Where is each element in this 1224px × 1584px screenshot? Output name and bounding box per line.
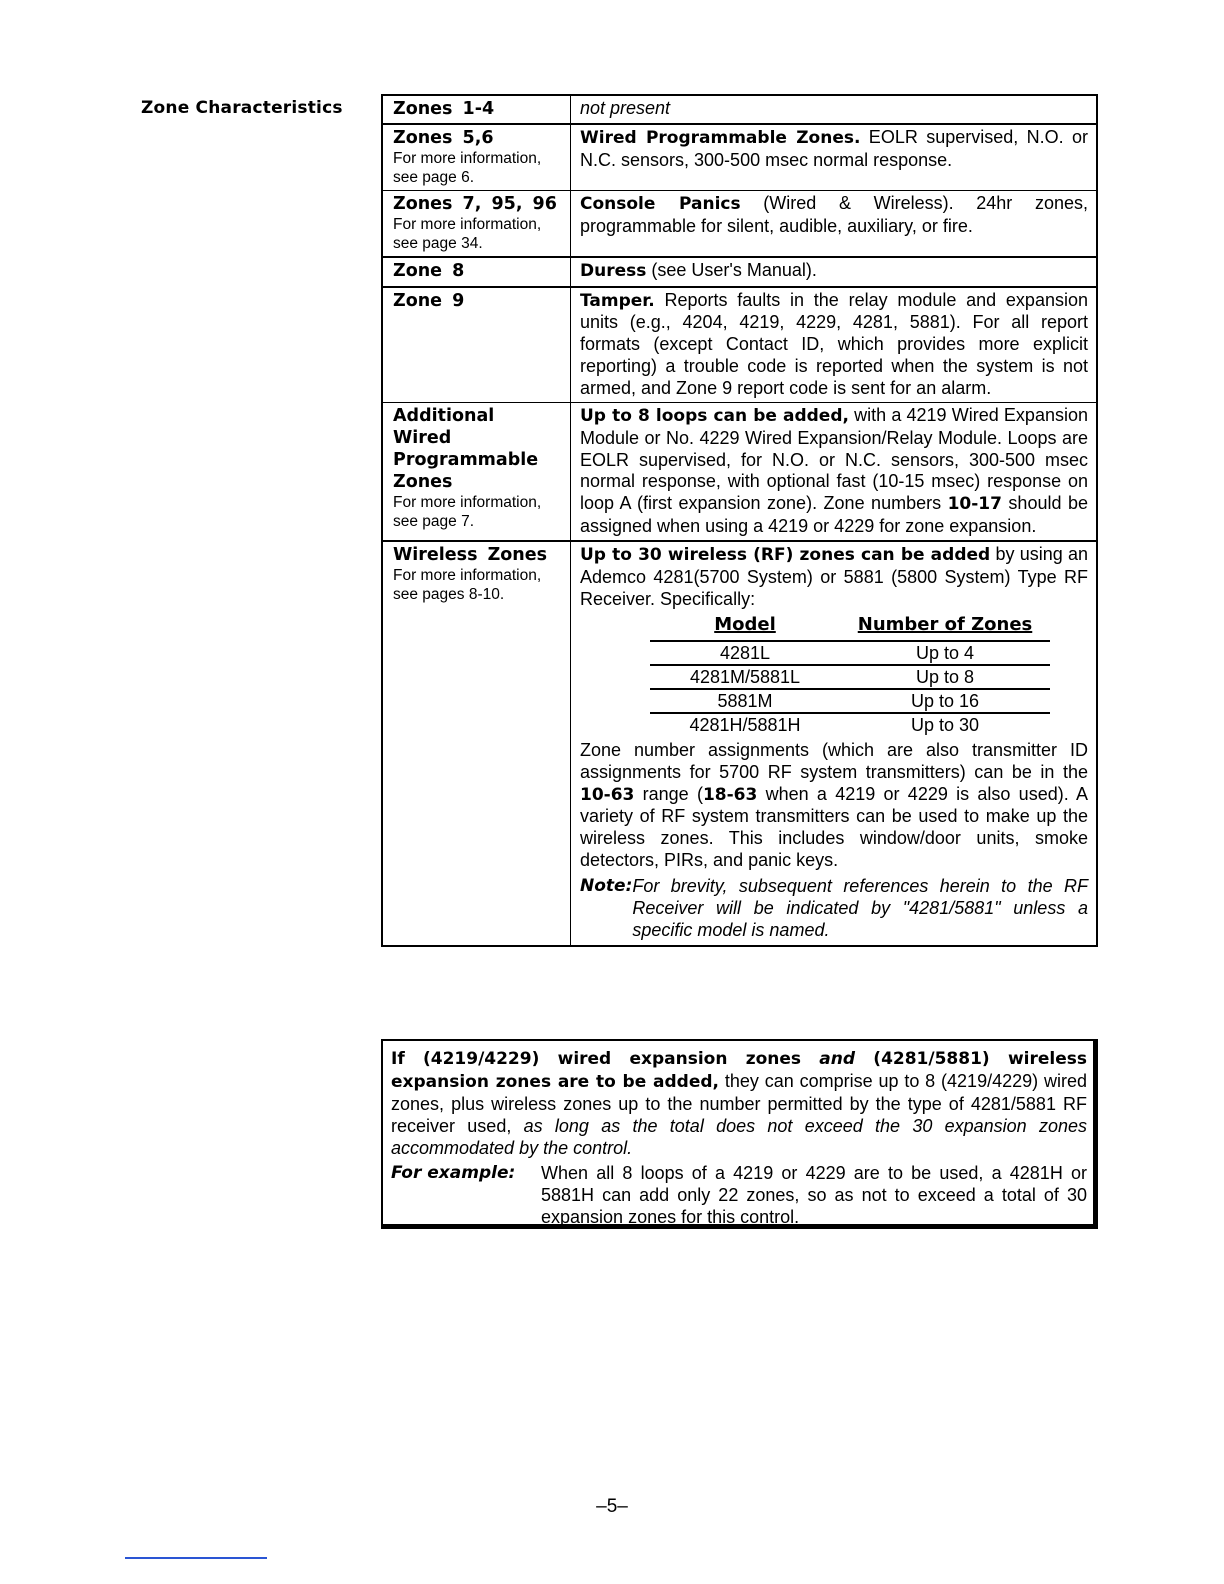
zones-cell: Up to 4	[840, 641, 1050, 665]
table-row	[382, 403, 1097, 542]
table-row	[382, 191, 1097, 258]
zone-range-bold: 10-63	[580, 784, 635, 805]
zone-desc-bold: Duress	[580, 261, 647, 281]
zone-name: Zone 8	[393, 261, 465, 281]
model-cell: 5881M	[650, 689, 840, 713]
zone-desc: (Wired & Wireless). 24hr zones, programmable for silent, audible, auxiliary, or fire.	[580, 193, 1088, 236]
more-info: For more information, see pages 8-10.	[393, 567, 542, 604]
model-row	[650, 713, 1050, 736]
zone-label-cell	[382, 257, 571, 287]
zone-desc-cell	[571, 257, 1098, 287]
model-cell: 4281L	[650, 641, 840, 665]
note-label: Note:	[580, 876, 633, 897]
zone-desc: EOLR supervised, N.O. or N.C. sensors, 300-500 msec normal response.	[580, 127, 1089, 170]
zone-label-cell	[382, 95, 571, 124]
zone-desc-cell	[571, 287, 1098, 403]
zone-desc-bold: Console Panics	[580, 194, 741, 214]
zones-cell: Up to 8	[840, 665, 1050, 689]
footer-rule	[125, 1557, 267, 1559]
zone-desc: (see User's Manual).	[646, 260, 817, 280]
zone-label-cell	[382, 287, 571, 403]
zone-desc: with a 4219 Wired Expansion Module or No. 4229 Wired Expansion/Relay Module. Loops are EOLR supervised, for N.O. or N.C. sensors, 300-500 msec normal response, with optional fast (10-15 msec) response on loop A (first expansion zone). Zone numbers	[580, 405, 1088, 514]
zone-desc: Zone number assignments (which are also transmitter ID assignments for 5700 RF system transmitters) can be in the	[580, 740, 1088, 782]
zones-cell: Up to 30	[840, 713, 1050, 736]
zone-desc: range (	[634, 783, 703, 804]
table-row	[382, 287, 1097, 403]
zone-name: Zones 5,6	[393, 128, 494, 148]
model-row	[650, 689, 1050, 713]
zone-desc-cell	[571, 95, 1098, 124]
callout-text: they can comprise up to 8 (4219/4229) wired zones, plus wireless zones up to the number permitted by the type of 4281/5881 RF receiver used,	[391, 1071, 1087, 1136]
zone-characteristics-table	[381, 94, 1098, 947]
callout-example	[391, 1162, 1093, 1228]
zone-desc: when a 4219 or 4229 is also used). A variety of RF system transmitters can be used to make up the wireless zones. This includes window/door units, smoke detectors, PIRs, and panic keys.	[580, 783, 1088, 870]
zone-name: Additional Wired Programmable Zones	[393, 406, 539, 493]
zone-desc-bold: Wired Programmable Zones.	[580, 128, 861, 148]
wireless-intro	[580, 544, 1088, 610]
example-label: For example:	[391, 1163, 516, 1183]
model-header: Model	[714, 613, 776, 635]
table-row	[382, 257, 1097, 287]
note	[580, 876, 1088, 941]
wireless-assignments	[580, 740, 1088, 871]
zone-desc-bold: Up to 8 loops can be added,	[580, 406, 849, 427]
callout-bold-italic: and	[819, 1049, 856, 1069]
zone-desc-bold: Tamper.	[580, 290, 655, 311]
section-heading: Zone Characteristics	[141, 98, 343, 118]
more-info: For more information, see page 6.	[393, 150, 542, 186]
zone-range-bold: 18-63	[702, 784, 758, 805]
zone-name: Zone 9	[393, 290, 465, 311]
zone-label-cell	[382, 124, 571, 191]
zone-desc: Reports faults in the relay module and expansion units (e.g., 4204, 4219, 4229, 4281, 5881). For all report formats (except Contact ID, which provides more explicit reporting) a trouble code is reported when the system is not armed, and Zone 9 report code is sent for an alarm.	[580, 289, 1088, 398]
more-info: For more information, see page 34.	[393, 216, 542, 252]
note-text: For brevity, subsequent references herein to the RF Receiver will be indicated by "4281/5881" unless a specific model is named.	[632, 876, 1088, 940]
zone-desc: should be assigned when using a 4219 or 4229 for zone expansion.	[580, 493, 1088, 536]
zone-name: Zones 1-4	[393, 99, 495, 119]
zone-name: Zones 7, 95, 96	[393, 194, 557, 214]
callout-bold: (4281/5881) wireless expansion zones are to be added,	[391, 1049, 1087, 1092]
model-cell: 4281H/5881H	[650, 713, 840, 736]
example-text: When all 8 loops of a 4219 or 4229 are to be used, a 4281H or 5881H can add only 22 zones, so as not to exceed a total of 30 expansion zones for this control.	[541, 1163, 1087, 1227]
model-row	[650, 665, 1050, 689]
callout-bold: If (4219/4229) wired expansion zones	[391, 1049, 820, 1069]
zone-range-bold: 10-17	[947, 494, 1002, 515]
zone-desc: by using an Ademco 4281(5700 System) or 5881 (5800 System) Type RF Receiver. Specifically:	[580, 544, 1088, 609]
zone-name: Wireless Zones	[393, 545, 548, 566]
zone-desc: not present	[580, 98, 671, 118]
zone-label-cell	[382, 191, 571, 258]
zone-desc-cell	[571, 124, 1098, 191]
zone-label-cell	[382, 541, 571, 945]
table-row	[382, 95, 1097, 124]
model-table	[650, 614, 1050, 737]
model-cell: 4281M/5881L	[650, 665, 840, 689]
expansion-callout-box	[381, 1039, 1098, 1229]
zone-desc-cell	[571, 191, 1098, 258]
zone-label-cell	[382, 403, 571, 542]
callout-paragraph	[391, 1047, 1093, 1159]
more-info: For more information, see page 7.	[393, 494, 542, 531]
callout-italic: as long as the total does not exceed the 30 expansion zones accommodated by the control.	[391, 1116, 1087, 1158]
page-number: –5–	[596, 1496, 628, 1517]
zones-cell: Up to 16	[840, 689, 1050, 713]
zones-header: Number of Zones	[857, 613, 1033, 635]
table-row	[382, 541, 1097, 945]
zone-desc-bold: Up to 30 wireless (RF) zones can be added	[580, 545, 991, 566]
model-row	[650, 641, 1050, 665]
model-header-row	[650, 614, 1050, 642]
zone-desc-cell	[571, 541, 1098, 945]
zone-desc-cell	[571, 403, 1098, 542]
table-row	[382, 124, 1097, 191]
